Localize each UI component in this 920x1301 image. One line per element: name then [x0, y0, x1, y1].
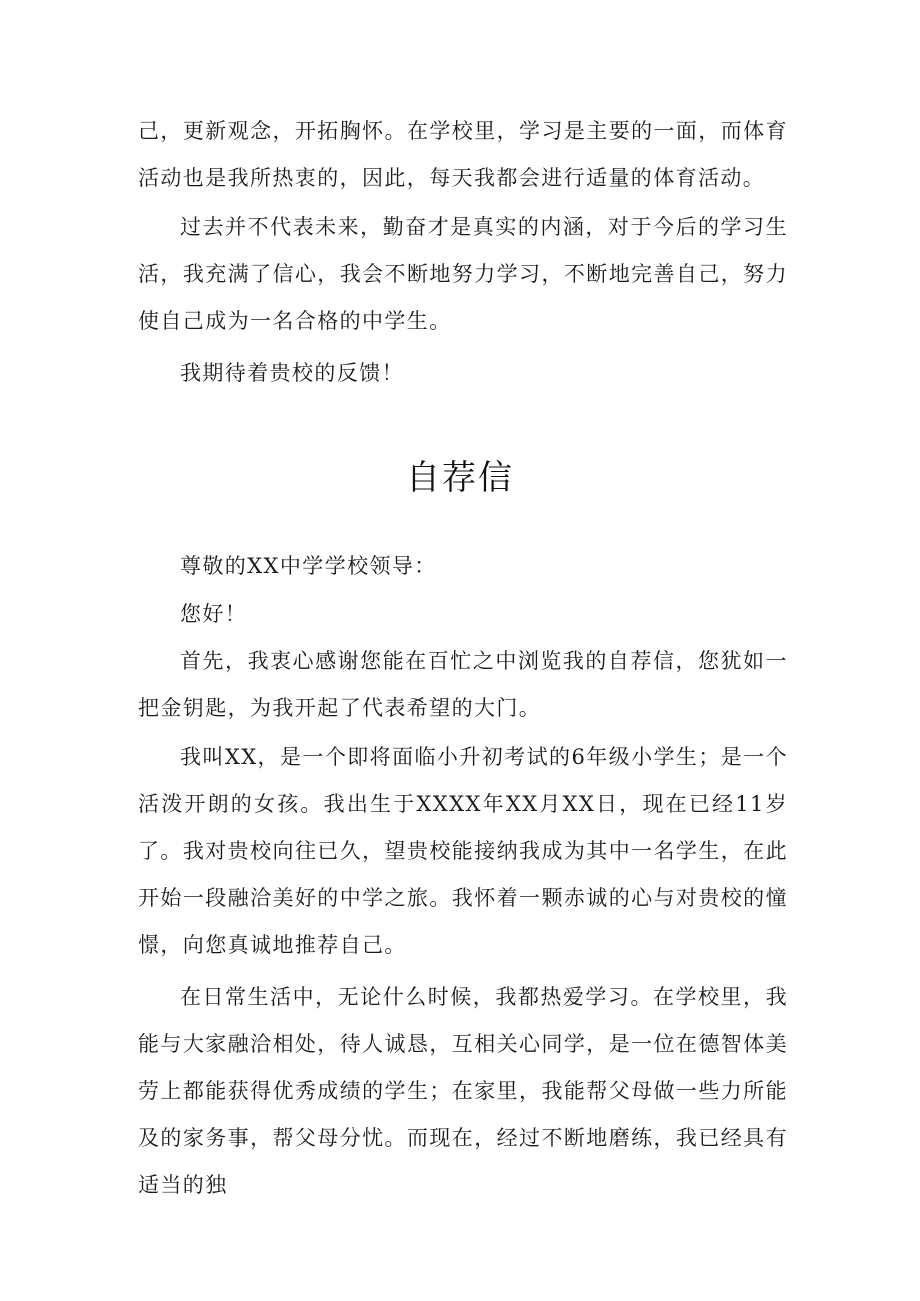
letter-paragraph-3: 在日常生活中，无论什么时候，我都热爱学习。在学校里，我能与大家融洽相处，待人诚恳，互相关心同学，是一位在德智体美劳上都能获得优秀成绩的学生；在家里，我能帮父母做一些力所能及的家务事，帮父母分忧。而现在，经过不断地磨练，我已经具有适当的独: [138, 985, 788, 1197]
prev-letter-paragraph-1: 己，更新观念，开拓胸怀。在学校里，学习是主要的一面，而体育活动也是我所热衷的，因此，每天我都会进行适量的体育活动。: [138, 119, 788, 190]
letter-paragraph-1: 首先，我衷心感谢您能在百忙之中浏览我的自荐信，您犹如一把金钥匙，为我开起了代表希望的大门。: [138, 649, 788, 720]
prev-letter-paragraph-3: 我期待着贵校的反馈！: [180, 361, 404, 385]
letter-paragraph-2: 我叫XX，是一个即将面临小升初考试的6年级小学生；是一个活泼开朗的女孩。我出生于XXXX年XX月XX日，现在已经11岁了。我对贵校向往已久，望贵校能接纳我成为其中一名学生，在此开始一段融洽美好的中学之旅。我怀着一颗赤诚的心与对贵校的憧憬，向您真诚地推荐自己。: [138, 745, 788, 957]
prev-letter-paragraph-2: 过去并不代表未来，勤奋才是真实的内涵，对于今后的学习生活，我充满了信心，我会不断地努力学习，不断地完善自己，努力使自己成为一名合格的中学生。: [138, 215, 788, 333]
letter-salutation: 尊敬的XX中学学校领导：: [180, 554, 437, 578]
letter-title: 自荐信: [406, 458, 514, 498]
letter-greeting: 您好！: [180, 602, 248, 626]
